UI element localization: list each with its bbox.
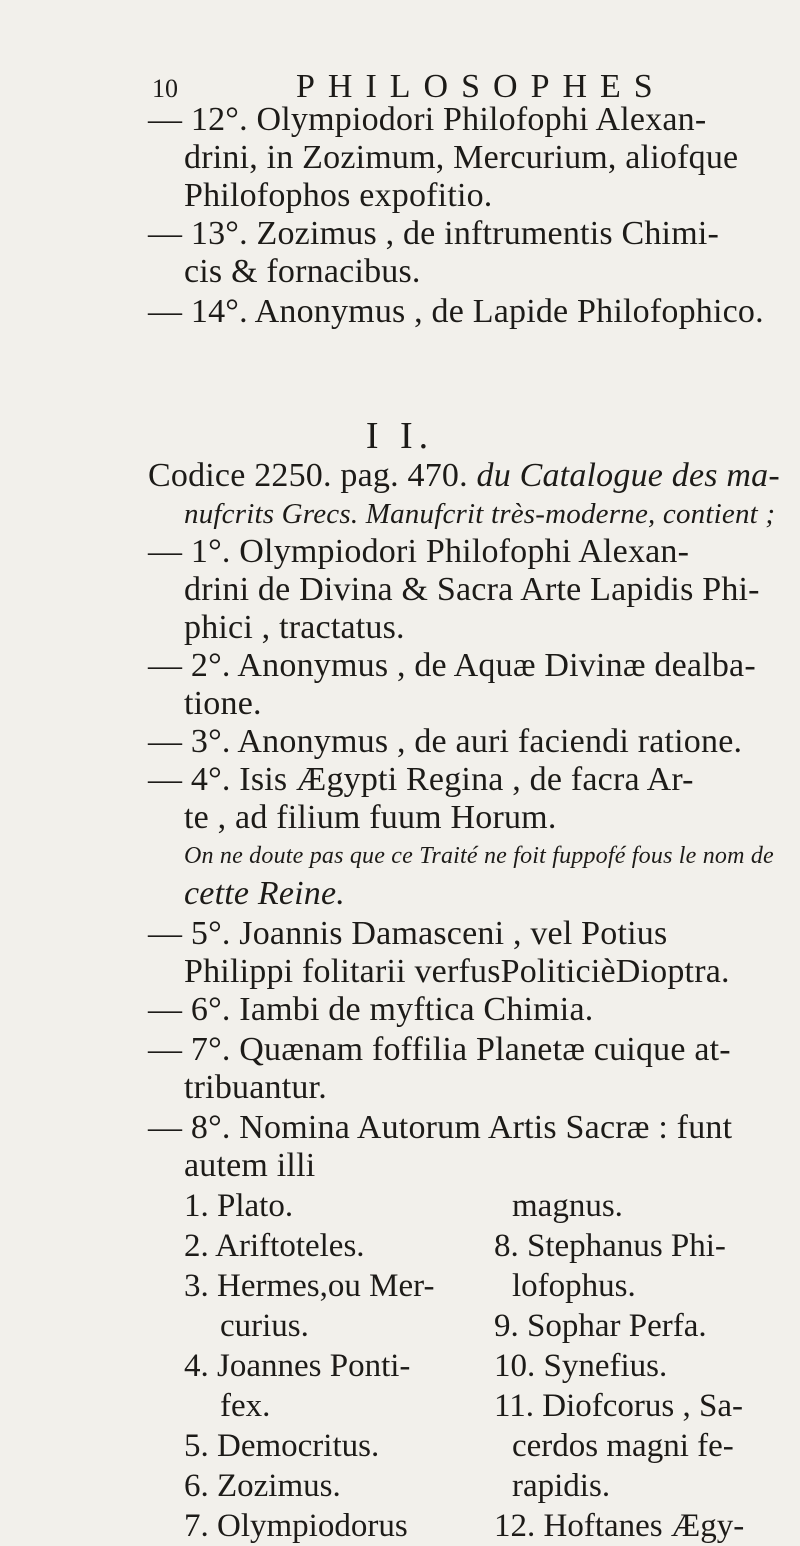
- text-line: — 14°. Anonymus , de Lapide Philofophico.: [148, 293, 764, 330]
- list-item: lofophus.: [512, 1268, 636, 1304]
- section-heading: I I.: [365, 415, 435, 457]
- text-line: nufcrits Grecs. Manufcrit très-moderne, contient ;: [184, 498, 776, 530]
- list-item: 6. Zozimus.: [184, 1468, 341, 1504]
- text-line: — 2°. Anonymus , de Aquæ Divinæ dealba-: [148, 647, 756, 684]
- text-line: phici , tractatus.: [184, 609, 405, 646]
- text-line: — 8°. Nomina Autorum Artis Sacræ : funt: [148, 1109, 733, 1146]
- list-item: rapidis.: [512, 1468, 611, 1504]
- text-line: Codice 2250. pag. 470. du Catalogue des ma-: [148, 457, 780, 494]
- list-item: 7. Olympiodorus: [184, 1508, 408, 1544]
- list-item: 11. Diofcorus , Sa-: [494, 1388, 743, 1424]
- text-line: te , ad filium fuum Horum.: [184, 799, 557, 836]
- text-line: Philippi folitarii verfusPoliticièDioptra.: [184, 953, 730, 990]
- text-line: — 7°. Quænam foffilia Planetæ cuique at-: [148, 1031, 731, 1068]
- text-line: — 1°. Olympiodori Philofophi Alexan-: [148, 533, 690, 570]
- list-item: fex.: [220, 1388, 271, 1424]
- list-item: 8. Stephanus Phi-: [494, 1228, 726, 1264]
- author-list-left: [184, 1186, 434, 1546]
- list-item: 3. Hermes,ou Mer-: [184, 1268, 435, 1304]
- text-line: tribuantur.: [184, 1069, 327, 1106]
- list-item: 12. Hoftanes Ægy-: [494, 1508, 745, 1544]
- list-item: 4. Joannes Ponti-: [184, 1348, 411, 1384]
- text-line: autem illi: [184, 1147, 316, 1184]
- list-item: 5. Democritus.: [184, 1428, 380, 1464]
- list-item: 10. Synefius.: [494, 1348, 668, 1384]
- text-line: tione.: [184, 685, 262, 722]
- list-item: 1. Plato.: [184, 1188, 294, 1224]
- text-line: — 13°. Zozimus , de inftrumentis Chimi-: [148, 215, 720, 252]
- list-item: cerdos magni fe-: [512, 1428, 734, 1464]
- text-line: Philofophos expofitio.: [184, 177, 493, 214]
- list-item: magnus.: [512, 1188, 623, 1224]
- list-item: 9. Sophar Perfa.: [494, 1308, 707, 1344]
- text-line: — 3°. Anonymus , de auri faciendi ratione.: [148, 723, 743, 760]
- page-number: 10: [152, 74, 178, 103]
- running-title: PHILOSOPHES: [296, 68, 666, 105]
- text-line: — 5°. Joannis Damasceni , vel Potius: [148, 915, 668, 952]
- text-line: cis & fornacibus.: [184, 253, 421, 290]
- text-line: — 12°. Olympiodori Philofophi Alexan-: [148, 101, 707, 138]
- text-line: — 4°. Isis Ægypti Regina , de facra Ar-: [148, 761, 694, 798]
- text-line: drini, in Zozimum, Mercurium, aliofque: [184, 139, 739, 176]
- text-line: — 6°. Iambi de myftica Chimia.: [148, 991, 594, 1028]
- author-list-right: [494, 1186, 744, 1546]
- text-line: drini de Divina & Sacra Arte Lapidis Phi-: [184, 571, 760, 608]
- list-item: curius.: [220, 1308, 309, 1344]
- list-item: 2. Ariftoteles.: [184, 1228, 365, 1264]
- text-line: On ne doute pas que ce Traité ne foit fuppofé fous le nom de: [184, 843, 774, 869]
- text-line: cette Reine.: [184, 875, 345, 912]
